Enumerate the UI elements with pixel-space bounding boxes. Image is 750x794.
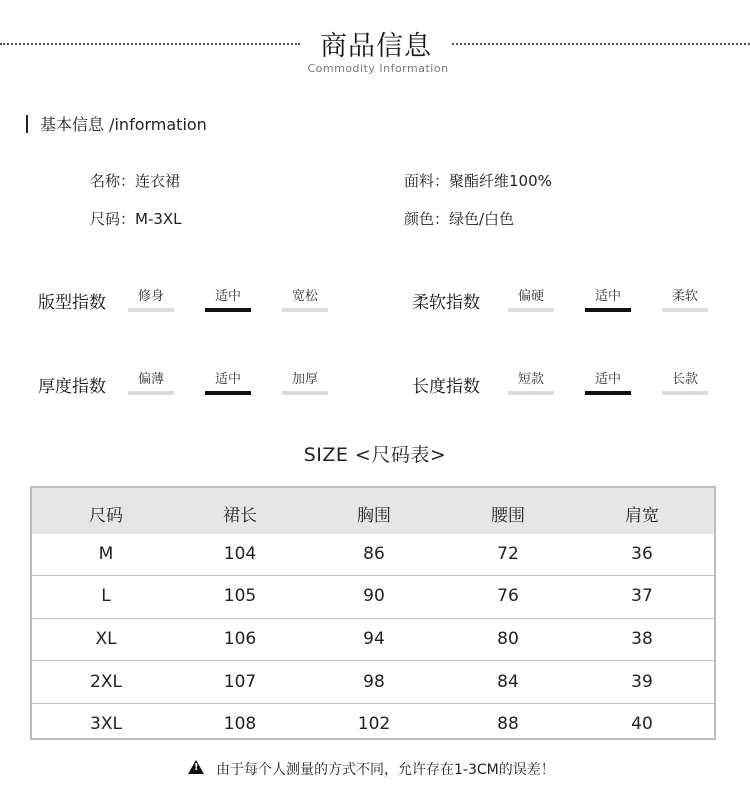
table-cell: 37 (631, 586, 653, 606)
header-cell: 尺码 (89, 506, 123, 526)
table-cell: 76 (497, 586, 519, 606)
table-cell: 108 (223, 714, 257, 734)
header-divider-left (0, 43, 300, 45)
table-cell: 40 (631, 714, 653, 734)
info-color: 颜色：绿色/白色 (404, 210, 515, 228)
table-cell: 88 (497, 714, 519, 734)
table-header (32, 488, 714, 534)
info-name: 名称：连衣裙 (90, 172, 181, 190)
table-cell: 84 (497, 672, 519, 692)
index-label-softness: 柔软指数 (412, 293, 480, 313)
index-option-bar (128, 391, 174, 395)
index-option: 宽松 (291, 289, 318, 304)
index-option: 修身 (137, 289, 164, 304)
index-option: 偏硬 (517, 289, 544, 304)
table-cell: 3XL (90, 714, 122, 734)
table-cell: XL (95, 629, 117, 649)
index-option: 适中 (594, 372, 621, 387)
index-option-bar (508, 391, 554, 395)
info-size: 尺码：M-3XL (90, 210, 182, 228)
index-option: 长款 (671, 372, 698, 387)
table-cell: 94 (363, 629, 385, 649)
table-cell: 107 (223, 672, 257, 692)
header-cell: 腰围 (491, 506, 525, 526)
table-cell: 98 (363, 672, 385, 692)
index-option-bar (205, 391, 251, 395)
table-cell: 38 (631, 629, 653, 649)
index-option: 偏薄 (137, 372, 164, 387)
row-divider (32, 703, 714, 704)
header-cell: 胸围 (357, 506, 391, 526)
table-cell: 86 (363, 544, 385, 564)
section-title: 基本信息 /information (40, 115, 207, 134)
table-cell: 105 (223, 586, 257, 606)
index-option: 适中 (594, 289, 621, 304)
info-fabric: 面料：聚酯纤维100% (404, 172, 552, 190)
size-table (30, 486, 716, 740)
table-cell: 102 (357, 714, 391, 734)
table-cell: 104 (223, 544, 257, 564)
index-option-bar (282, 391, 328, 395)
index-option-bar (508, 308, 554, 312)
page-subtitle: Commodity Information (307, 62, 449, 75)
index-option-bar (662, 391, 708, 395)
header-divider-right (452, 43, 750, 45)
index-option: 适中 (214, 289, 241, 304)
index-option-bar (662, 308, 708, 312)
index-label-length: 长度指数 (412, 377, 480, 397)
index-label-thickness: 厚度指数 (38, 377, 106, 397)
index-option: 柔软 (671, 289, 698, 304)
index-option: 适中 (214, 372, 241, 387)
index-option-bar (128, 308, 174, 312)
table-cell: 72 (497, 544, 519, 564)
table-cell: 2XL (90, 672, 122, 692)
page-title: 商品信息 (320, 31, 432, 62)
size-table-title: SIZE <尺码表> (303, 444, 447, 466)
table-cell: 80 (497, 629, 519, 649)
index-option: 短款 (517, 372, 544, 387)
row-divider (32, 618, 714, 619)
warning-icon (188, 760, 204, 774)
table-cell: L (101, 586, 111, 606)
index-option-bar (282, 308, 328, 312)
index-option-bar (585, 308, 631, 312)
header-cell: 肩宽 (625, 506, 659, 526)
index-option-bar (205, 308, 251, 312)
index-option-bar (585, 391, 631, 395)
table-cell: 36 (631, 544, 653, 564)
index-option: 加厚 (291, 372, 318, 387)
header-cell: 裙长 (223, 506, 257, 526)
section-marker (26, 115, 28, 133)
index-label-fit: 版型指数 (38, 293, 106, 313)
row-divider (32, 660, 714, 661)
table-cell: 90 (363, 586, 385, 606)
table-cell: 39 (631, 672, 653, 692)
table-cell: M (98, 544, 114, 564)
measurement-note: 由于每个人测量的方式不同，允许存在1-3CM的误差！ (216, 762, 555, 778)
row-divider (32, 575, 714, 576)
table-cell: 106 (223, 629, 257, 649)
